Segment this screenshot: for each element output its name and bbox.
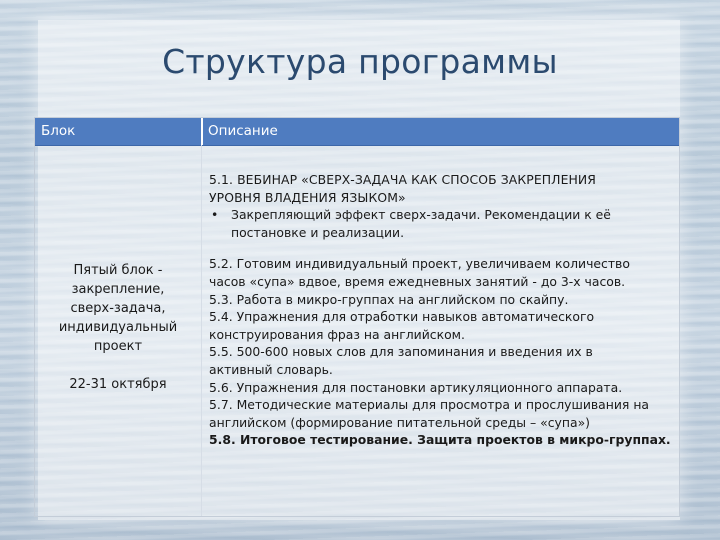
bullet-item bbox=[209, 206, 675, 241]
bullet-icon: • bbox=[211, 207, 219, 223]
description-line: 5.5. 500-600 новых слов для запоминания и введения их в bbox=[209, 344, 593, 360]
header-block: Блок bbox=[41, 123, 76, 139]
block-line: проект bbox=[93, 339, 143, 354]
header-description: Описание bbox=[208, 123, 278, 139]
column-divider bbox=[201, 118, 202, 516]
bullet-line: Закрепляющий эффект сверх-задачи. Рекомендации к её bbox=[231, 207, 611, 223]
block-cell bbox=[35, 261, 201, 394]
final-item: 5.8. Итоговое тестирование. Защита проектов в микро-группах. bbox=[209, 432, 671, 448]
bullet-line: постановке и реализации. bbox=[231, 224, 405, 240]
description-line: 5.3. Работа в микро-группах на английском по скайпу. bbox=[209, 291, 569, 307]
block-dates: 22-31 октября bbox=[69, 377, 167, 392]
table-header bbox=[35, 118, 679, 146]
description-line: часов «супа» вдвое, время ежедневных занятий - до 3-х часов. bbox=[209, 273, 626, 289]
description-line: 5.4. Упражнения для отработки навыков автоматического bbox=[209, 309, 595, 325]
description-line: 5.2. Готовим индивидуальный проект, увеличиваем количество bbox=[209, 256, 630, 272]
page-title: Структура программы bbox=[162, 42, 558, 81]
description-line: 5.6. Упражнения для постановки артикуляционного аппарата. bbox=[209, 379, 623, 395]
block-line: Пятый блок - bbox=[73, 263, 163, 278]
header-divider bbox=[201, 118, 203, 145]
block-name bbox=[35, 261, 201, 356]
description-line: активный словарь. bbox=[209, 361, 333, 377]
webinar-title-line: 5.1. ВЕБИНАР «СВЕРХ-ЗАДАЧА КАК СПОСОБ ЗАКРЕПЛЕНИЯ bbox=[209, 172, 597, 187]
block-line: сверх-задача, bbox=[70, 301, 166, 316]
block-line: закрепление, bbox=[71, 282, 165, 297]
program-table bbox=[34, 117, 680, 517]
description-cell bbox=[209, 171, 675, 449]
webinar-title-line: УРОВНЯ ВЛАДЕНИЯ ЯЗЫКОМ» bbox=[209, 189, 406, 205]
block-line: индивидуальный bbox=[58, 320, 178, 335]
description-line: 5.7. Методические материалы для просмотра и прослушивания на bbox=[209, 397, 650, 413]
description-line: английском (формирование питательной среды – «супа») bbox=[209, 414, 590, 430]
description-line: конструирования фраз на английском. bbox=[209, 326, 465, 342]
